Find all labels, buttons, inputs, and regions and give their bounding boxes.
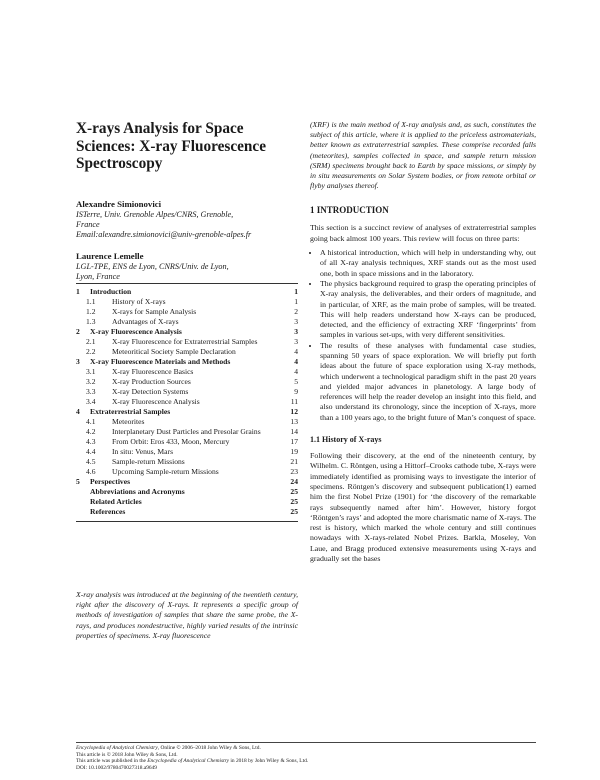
footer-text: , Online © 2006–2018 John Wiley & Sons, Ltd. xyxy=(157,745,261,751)
toc-entry[interactable] xyxy=(76,317,298,327)
toc-title: Related Articles xyxy=(90,497,142,506)
toc-title: X-ray Fluorescence Analysis xyxy=(90,327,182,336)
right-column xyxy=(310,120,536,564)
toc-entry[interactable] xyxy=(76,357,298,367)
toc-title: From Orbit: Eros 433, Moon, Mercury xyxy=(112,437,230,446)
toc-title: Abbreviations and Acronyms xyxy=(90,487,185,496)
toc-number: 2 xyxy=(76,327,80,336)
toc-number xyxy=(76,497,90,507)
toc-number: 5 xyxy=(76,477,80,486)
footer-line-2: This article is © 2018 John Wiley & Sons, Ltd. xyxy=(76,751,178,758)
toc-entry[interactable] xyxy=(76,417,298,427)
toc-entry[interactable] xyxy=(76,457,298,467)
footer-line-3 xyxy=(76,758,536,765)
toc-entry[interactable] xyxy=(76,447,298,457)
toc-entry[interactable] xyxy=(76,467,298,477)
section-heading: 1 INTRODUCTION xyxy=(310,205,389,216)
list-item: • The results of these analyses with fundamental case studies, spanning 50 years of space exploration. We will briefly put forth ideas about the future of space exploration using X-ray methods, which underwent a technological paradigm shift in the past 20 years and yielded major advances in planetology. A large body of references will help the reader develop an insight into this field, and also understand its chronology, since the inception of X-rays, more than a 100 years ago, to the bright future of Man’s conquest of space. xyxy=(320,341,536,423)
toc-entry[interactable] xyxy=(76,337,298,347)
toc-title: X-ray Fluorescence for Extraterrestrial Samples xyxy=(112,337,258,346)
toc-title: Advantages of X-rays xyxy=(112,317,179,326)
page-footer xyxy=(76,742,536,771)
author-2 xyxy=(76,251,298,283)
toc-entry[interactable] xyxy=(76,487,298,497)
author-1 xyxy=(76,199,298,241)
author-affiliation: Lyon, France xyxy=(76,272,120,282)
toc-page: 25 xyxy=(290,487,298,496)
table-of-contents xyxy=(76,283,298,522)
toc-entry[interactable] xyxy=(76,437,298,447)
toc-title: X-ray Fluorescence Analysis xyxy=(112,397,200,406)
toc-title: Upcoming Sample-return Missions xyxy=(112,467,219,476)
toc-entry[interactable] xyxy=(76,387,298,397)
toc-entry[interactable] xyxy=(76,507,298,517)
toc-page: 25 xyxy=(290,497,298,506)
author-affiliation: France xyxy=(76,219,100,229)
toc-entry[interactable] xyxy=(76,347,298,357)
toc-number: 4.5 xyxy=(86,457,96,466)
abstract-left: X-ray analysis was introduced at the beginning of the twentieth century, right after the discovery of X-rays. It represents a specific group of methods of investigation of samples that share the same probe, the X-rays, and produces nondestructive, highly varied results of the intrinsic properties of specimens. X-ray fluorescence xyxy=(76,590,298,640)
footer-line-1 xyxy=(76,745,536,752)
toc-page: 4 xyxy=(294,367,298,376)
toc-entry[interactable] xyxy=(76,407,298,417)
toc-entry[interactable] xyxy=(76,287,298,297)
toc-number: 3.3 xyxy=(86,387,96,396)
toc-number xyxy=(76,507,90,517)
footer-journal: Encyclopedia of Analytical Chemistry xyxy=(76,745,158,751)
toc-number: 2.2 xyxy=(86,347,96,356)
toc-page: 13 xyxy=(290,417,298,426)
toc-number: 3 xyxy=(76,357,80,366)
author-affiliation: LGL-TPE, ENS de Lyon, CNRS/Univ. de Lyon, xyxy=(76,261,229,271)
toc-number: 1.3 xyxy=(86,317,96,326)
toc-page: 3 xyxy=(294,337,298,346)
toc-number: 4.2 xyxy=(86,427,96,436)
toc-number: 1 xyxy=(76,287,80,296)
toc-number: 4.4 xyxy=(86,447,96,456)
toc-entry[interactable] xyxy=(76,327,298,337)
author-name: Laurence Lemelle xyxy=(76,250,144,261)
toc-title: Meteoritical Society Sample Declaration xyxy=(112,347,236,356)
article-title: X-rays Analysis for Space Sciences: X-ray Fluorescence Spectroscopy xyxy=(76,120,267,172)
toc-number: 1.1 xyxy=(86,297,96,306)
toc-page: 3 xyxy=(294,317,298,326)
toc-title: Sample-return Missions xyxy=(112,457,185,466)
toc-title: References xyxy=(90,507,126,516)
toc-title: In situ: Venus, Mars xyxy=(112,447,174,456)
toc-page: 19 xyxy=(290,447,298,456)
toc-page: 17 xyxy=(290,437,298,446)
toc-page: 12 xyxy=(290,407,298,416)
footer-journal: Encyclopedia of Analytical Chemistry xyxy=(147,758,230,765)
toc-title: Meteorites xyxy=(112,417,145,426)
author-name: Alexandre Simionovici xyxy=(76,198,162,209)
toc-number: 3.4 xyxy=(86,397,96,406)
toc-entry[interactable] xyxy=(76,497,298,507)
toc-title: Introduction xyxy=(90,287,132,296)
toc-entry[interactable] xyxy=(76,397,298,407)
footer-doi[interactable]: DOI: 10.1002/9780470027318.a9649 xyxy=(76,764,158,771)
toc-page: 4 xyxy=(294,357,298,366)
toc-page: 5 xyxy=(294,377,298,386)
toc-title: X-ray Fluorescence Materials and Methods xyxy=(90,357,231,366)
toc-entry[interactable] xyxy=(76,367,298,377)
toc-title: Interplanetary Dust Particles and Presolar Grains xyxy=(112,427,261,436)
toc-entry[interactable] xyxy=(76,477,298,487)
list-item: • A historical introduction, which will help in understanding why, out of all X-ray analysis techniques, XRF stands out as the most used one, both in space missions and in the laboratory. xyxy=(320,248,536,279)
footer-text: This article was published in the xyxy=(76,758,148,765)
toc-number: 4 xyxy=(76,407,80,416)
toc-title: X-ray Detection Systems xyxy=(112,387,189,396)
toc-number: 4.6 xyxy=(86,467,96,476)
toc-page: 4 xyxy=(294,347,298,356)
author-email[interactable]: Email:alexandre.simionovici@univ-grenoble-alpes.fr xyxy=(76,230,252,240)
list-item: • The physics background required to grasp the operating principles of X-ray analysis, the deliverables, and their orders of magnitude, and in particular, of XRF, as the main probe of samples, will be treated. This will help readers understand how X-rays can be produced, detected, and the efficiency of extracting XRF ‘fingerprints’ from samples in various set-ups, with very different sensitivities. xyxy=(320,279,536,341)
toc-title: X-rays for Sample Analysis xyxy=(112,307,197,316)
toc-page: 2 xyxy=(294,307,298,316)
toc-title: X-ray Production Sources xyxy=(112,377,191,386)
toc-page: 25 xyxy=(290,507,298,516)
subsection-text: Following their discovery, at the end of the nineteenth century, by Wilhelm. C. Röntgen, using a Hittorf–Crooks cathode tube, X-rays were immediately identified as promising ways to investigate the interior of specimens. Röntgen’s discovery and subsequent publication(1) earned him the first Nobel Prize (1901) for ‘the discovery of the remarkable rays subsequently named after him’. However, history forgot ‘Röntgen’s rays’ and adopted the more charismatic name of X-rays. The rest is history, which marked the whole century and still continues nowadays with X-rays-related Nobel Prizes. Barkla, Moseley, Von Laue, and Bragg produced extensive measurements using X-rays and gradually set the bases xyxy=(310,451,536,564)
subsection-heading: 1.1 History of X-rays xyxy=(310,435,382,445)
toc-page: 24 xyxy=(290,477,298,486)
toc-page: 1 xyxy=(294,297,298,306)
author-affiliation: ISTerre, Univ. Grenoble Alpes/CNRS, Grenoble, xyxy=(76,209,234,219)
toc-number: 3.2 xyxy=(86,377,96,386)
section-intro: This section is a succinct review of analyses of extraterrestrial samples going back almost 100 years. This review will focus on three parts: xyxy=(310,223,536,243)
toc-number: 4.1 xyxy=(86,417,96,426)
toc-page: 11 xyxy=(290,397,298,406)
toc-page: 14 xyxy=(290,427,298,436)
toc-page: 9 xyxy=(294,387,298,396)
toc-entry[interactable] xyxy=(76,307,298,317)
abstract-continued: (XRF) is the main method of X-ray analysis and, as such, constitutes the subject of this article, where it is applied to the priceless astromaterials, better known as extraterrestrial samples. These comprise recorded falls (meteorites), samples collected in space, and sample return mission (SRM) specimens brought back to Earth by space missions, or simply by in situ measurements on Solar System bodies, or from remote orbital or flyby analyses thereof. xyxy=(310,120,536,191)
toc-page: 23 xyxy=(290,467,298,476)
toc-entry[interactable] xyxy=(76,297,298,307)
toc-number: 4.3 xyxy=(86,437,96,446)
toc-title: Perspectives xyxy=(90,477,131,486)
toc-number: 1.2 xyxy=(86,307,96,316)
toc-number: 2.1 xyxy=(86,337,96,346)
toc-entry[interactable] xyxy=(76,427,298,437)
bullet-list xyxy=(310,248,536,423)
toc-page: 21 xyxy=(290,457,298,466)
header-block xyxy=(76,120,298,283)
footer-text: in 2018 by John Wiley & Sons, Ltd. xyxy=(229,758,309,765)
toc-page: 1 xyxy=(294,287,298,296)
toc-title: Extraterrestrial Samples xyxy=(90,407,171,416)
toc-entry[interactable] xyxy=(76,377,298,387)
toc-title: History of X-rays xyxy=(112,297,166,306)
toc-number xyxy=(76,487,90,497)
toc-number: 3.1 xyxy=(86,367,96,376)
toc-page: 3 xyxy=(294,327,298,336)
toc-title: X-ray Fluorescence Basics xyxy=(112,367,194,376)
